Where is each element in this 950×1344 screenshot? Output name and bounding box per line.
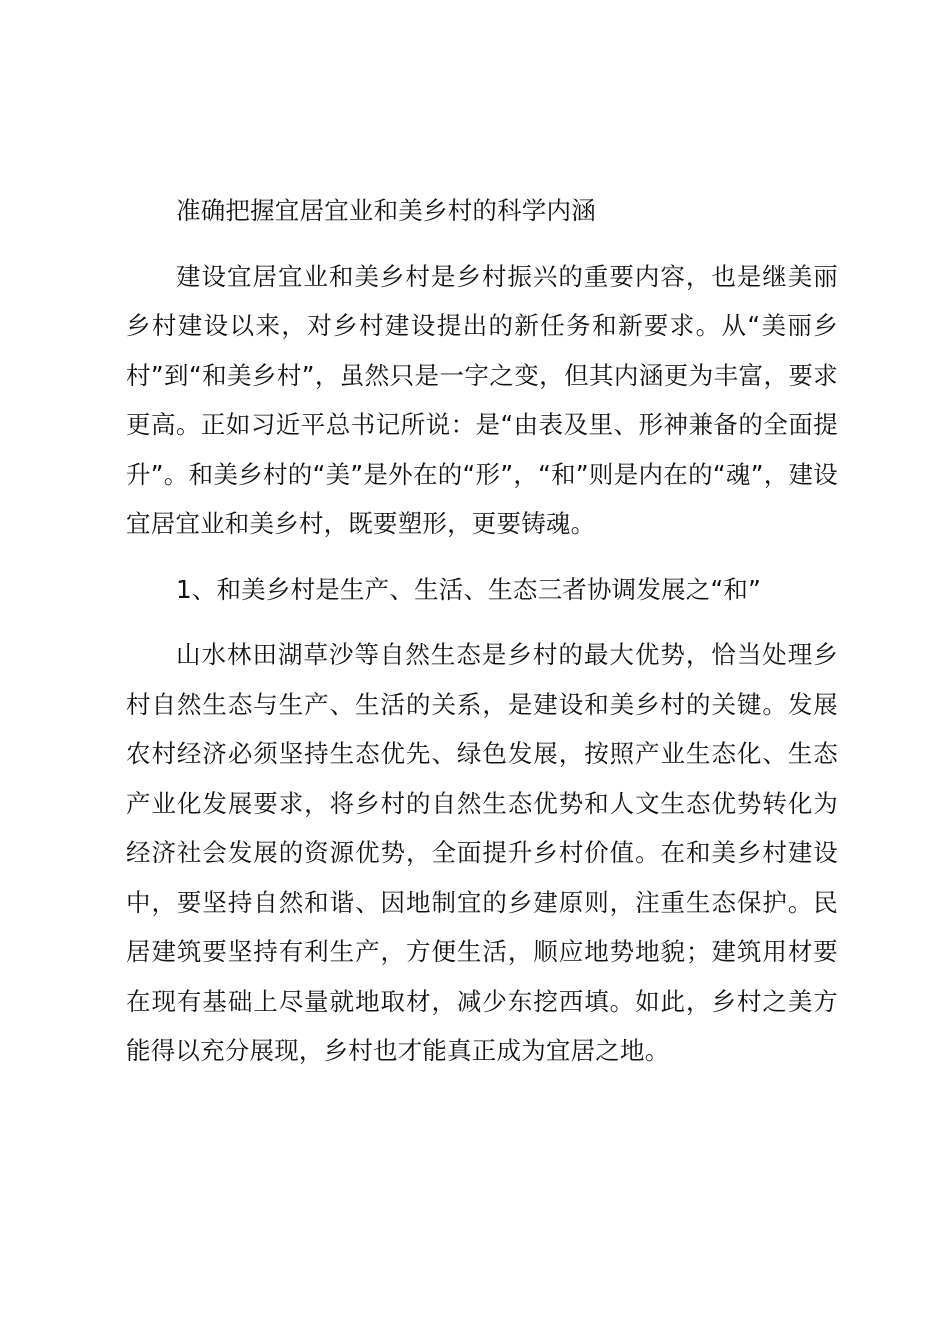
document-body xyxy=(126,186,838,1076)
intro-paragraph: 建设宜居宜业和美乡村是乡村振兴的重要内容，也是继美丽乡村建设以来，对乡村建设提出的新任务和新要求。从“美丽乡村”到“和美乡村”，虽然只是一字之变，但其内涵更为丰富，要求更高。正如习近平总书记所说：是“由表及里、形神兼备的全面提升”。和美乡村的“美”是外在的“形”，“和”则是内在的“魂”，建设宜居宜业和美乡村，既要塑形，更要铸魂。 xyxy=(126,261,838,538)
document-title: 准确把握宜居宜业和美乡村的科学内涵 xyxy=(176,196,596,225)
section-heading: 1、和美乡村是生产、生活、生态三者协调发展之“和” xyxy=(176,574,761,604)
section-paragraph: 山水林田湖草沙等自然生态是乡村的最大优势，恰当处理乡村自然生态与生产、生活的关系，是建设和美乡村的关键。发展农村经济必须坚持生态优先、绿色发展，按照产业生态化、生态产业化发展要求，将乡村的自然生态优势和人文生态优势转化为经济社会发展的资源优势，全面提升乡村价值。在和美乡村建设中，要坚持自然和谐、因地制宜的乡建原则，注重生态保护。民居建筑要坚持有利生产，方便生活，顺应地势地貌；建筑用材要在现有基础上尽量就地取材，减少东挖西填。如此，乡村之美方能得以充分展现，乡村也才能真正成为宜居之地。 xyxy=(126,640,838,1065)
